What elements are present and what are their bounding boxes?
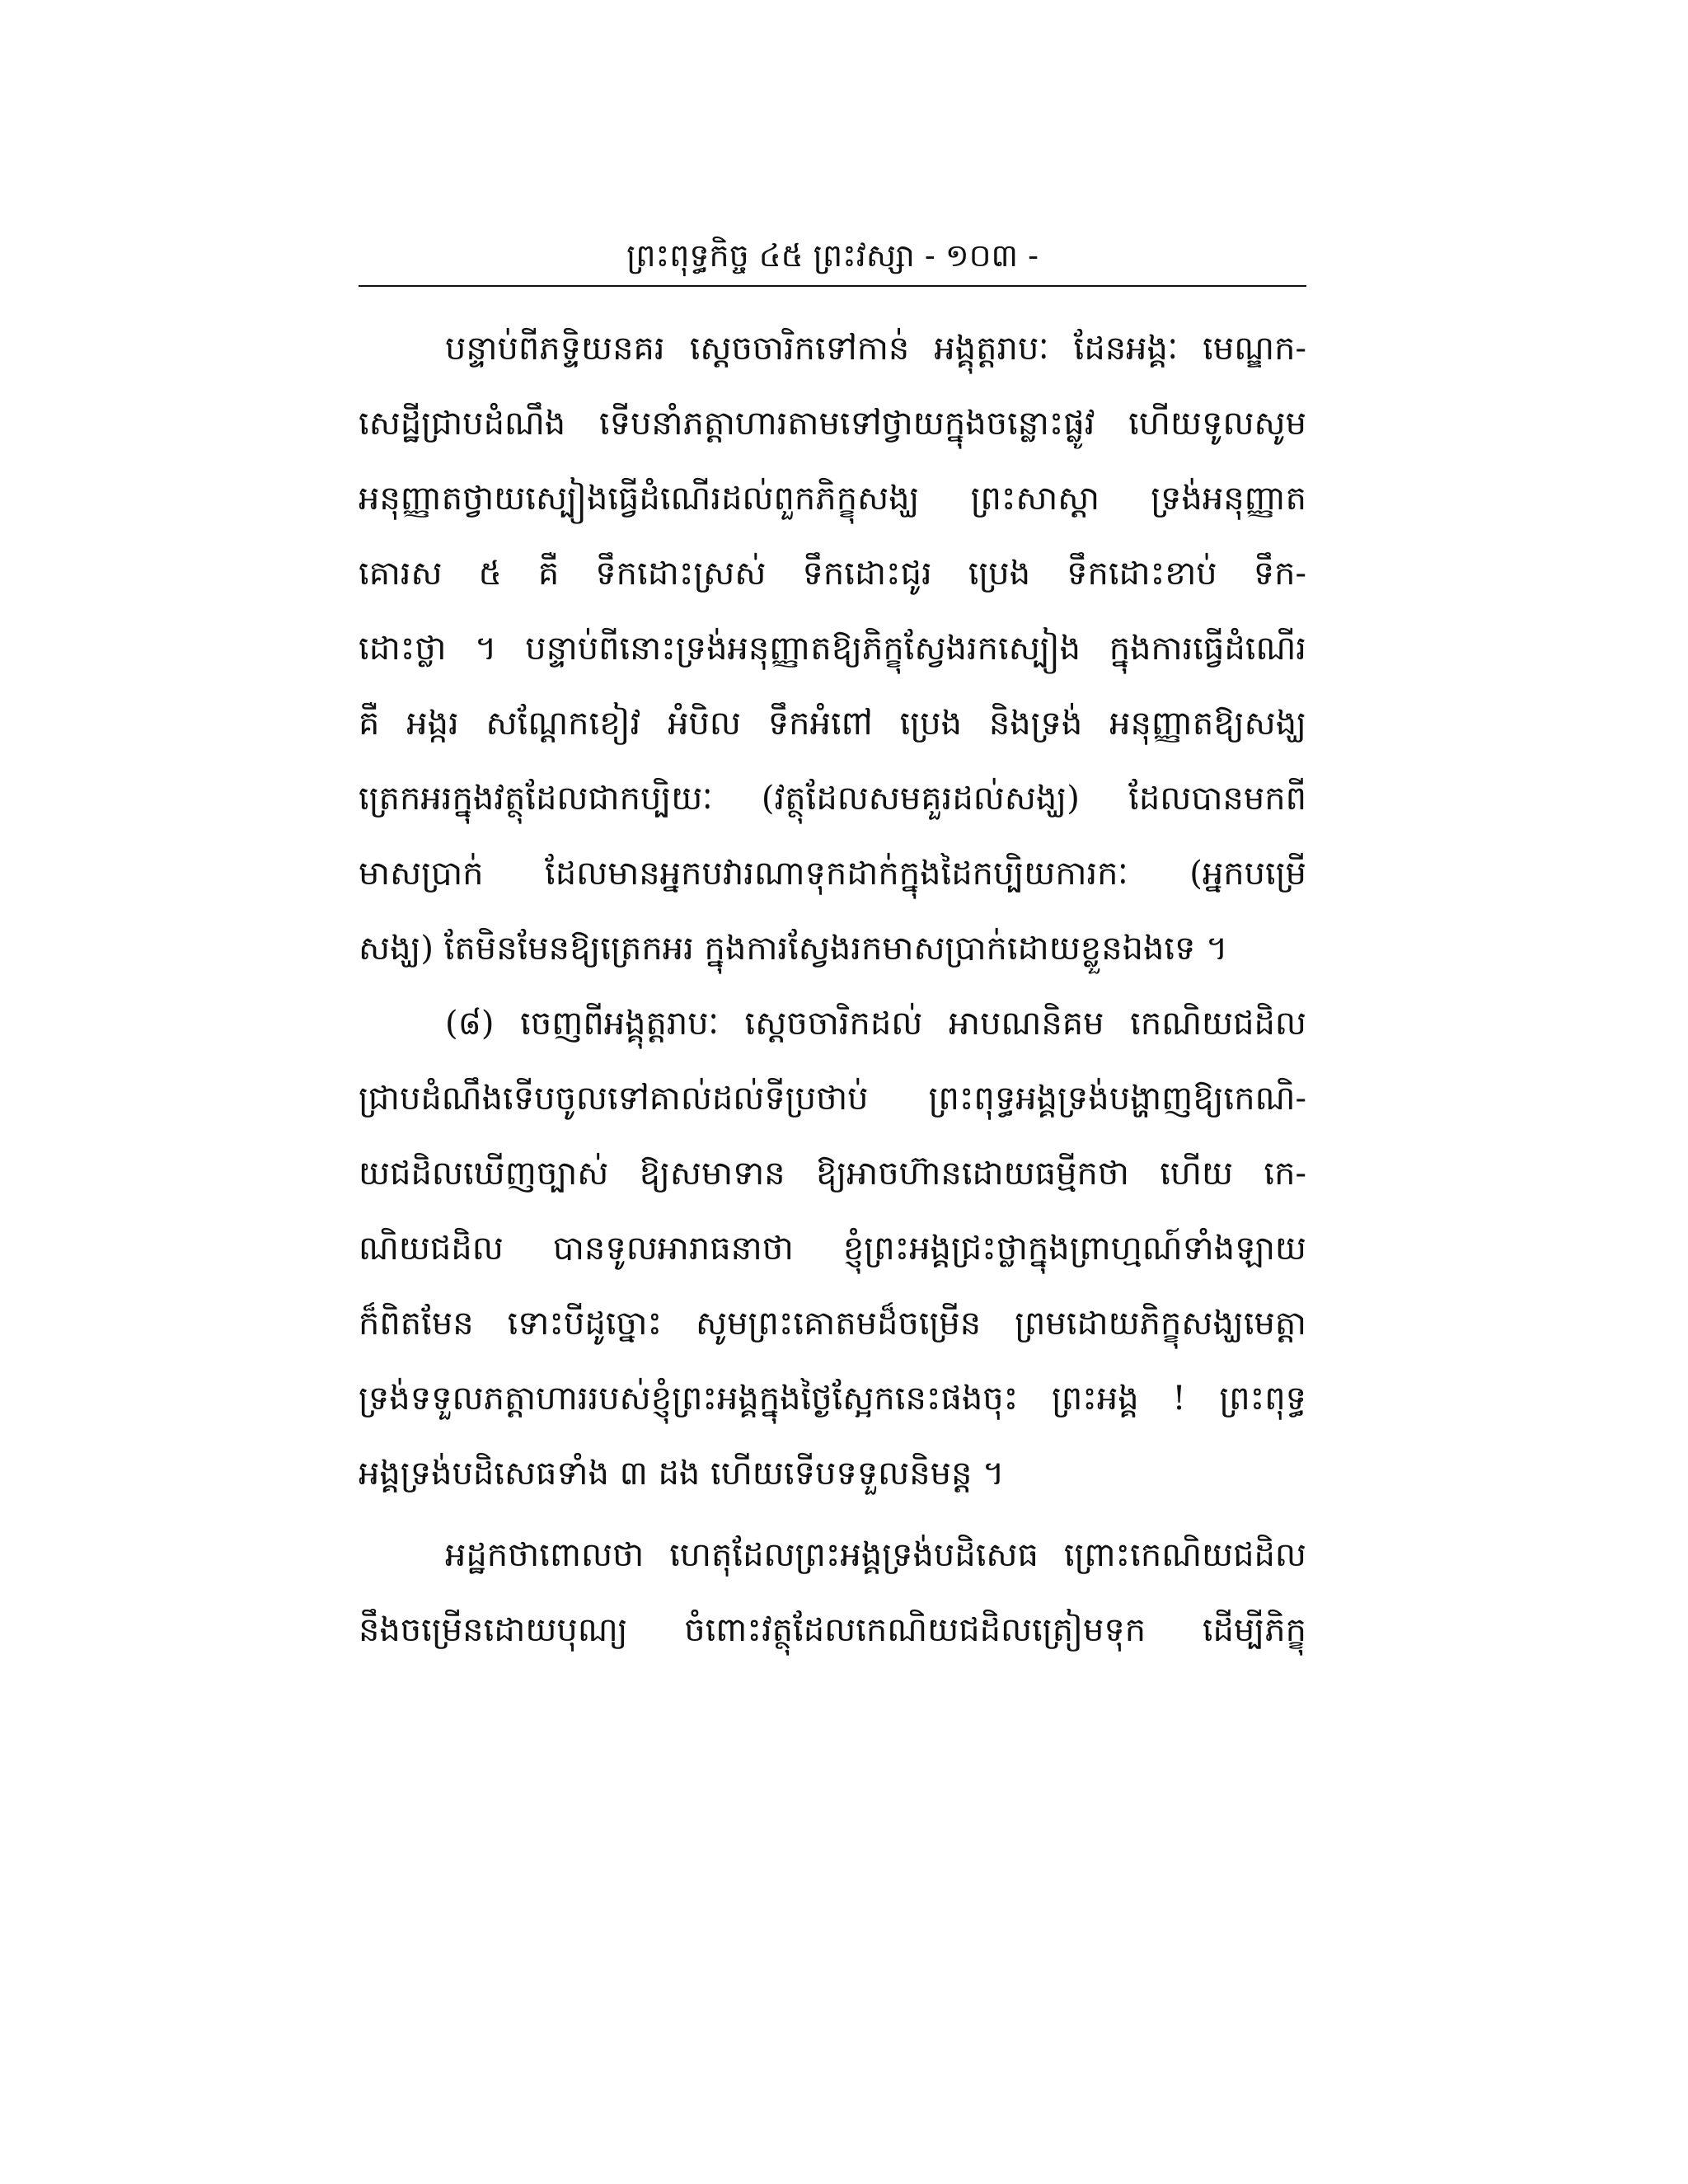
text-line: សេដ្ឋីជ្រាបដំណឹង ទើបនាំភត្តាហារតាមទៅថ្វាយក្នុងចន្លោះផ្លូវ ហើយទូលសូម [359,405,1306,443]
text-line: បន្ទាប់ពីភទ្ទិយនគរ ស្តេចចារិកទៅកាន់ អង្គុត្តរាបៈ ដែនអង្គៈ មេណ្ឌក- [445,330,1306,368]
text-line: នឹងចម្រើនដោយបុណ្យ ចំពោះវត្ថុដែលកេណិយជដិលត្រៀមទុក ដើម្បីភិក្ខុ [359,1611,1306,1649]
text-line: អង្គទ្រង់បដិសេធទាំង ៣ ដង ហើយទើបទទួលនិមន្ត ។ [359,1455,1005,1493]
text-line: ត្រេកអរក្នុងវត្ថុដែលជាកប្បិយៈ (វត្ថុដែលសមគួរដល់សង្ឃ) ដែលបានមកពី [359,780,1306,818]
text-line: ជ្រាបដំណឹងទើបចូលទៅគាល់ដល់ទីប្រថាប់ ព្រះពុទ្ធអង្គទ្រង់បង្ហាញឱ្យកេណិ- [359,1080,1306,1118]
text-line: អដ្ឋកថាពោលថា ហេតុដែលព្រះអង្គទ្រង់បដិសេធ ព្រោះកេណិយជដិល [445,1536,1306,1574]
running-header: ព្រះពុទ្ធកិច្ច ៤៥ ព្រះវស្សា - ១០៣ - [626,237,1039,274]
text-line: យជដិលឃើញច្បាស់ ឱ្យសមាទាន ឱ្យអាចហ៊ានដោយធម្មីកថា ហើយ កេ- [359,1155,1306,1193]
text-line: ក៏ពិតមែន ទោះបីដូច្នោះ សូមព្រះគោតមដ៏ចម្រើន ព្រមដោយភិក្ខុសង្ឃមេត្តា [359,1305,1306,1343]
text-line: ដោះថ្លា ។ បន្ទាប់ពីនោះទ្រង់អនុញ្ញាតឱ្យភិក្ខុស្វែងរកស្បៀង ក្នុងការធ្វើដំណើរ [359,630,1306,668]
text-line: អនុញ្ញាតថ្វាយស្បៀងធ្វើដំណើរដល់ពួកភិក្ខុសង្ឃ ព្រះសាស្តា ទ្រង់អនុញ្ញាត [359,480,1306,518]
text-line: មាសប្រាក់ ដែលមានអ្នកបវារណាទុកដាក់ក្នុងដៃកប្បិយការកៈ (អ្នកបម្រើ [359,855,1306,893]
text-line: គឺ អង្ករ សណ្តែកខៀវ អំបិល ទឹកអំពៅ ប្រេង និងទ្រង់ អនុញ្ញាតឱ្យសង្ឃ [359,705,1306,743]
text-line: ទ្រង់ទទួលភត្តាហាររបស់ខ្ញុំព្រះអង្គក្នុងថ្ងៃស្អែកនេះផងចុះ ព្រះអង្គ ! ព្រះពុទ្ធ [359,1380,1306,1418]
paragraph-2 [359,987,1306,1511]
body-text [359,312,1306,1668]
text-line: ណិយជដិល បានទូលអារាធនាថា ខ្ញុំព្រះអង្គជ្រះថ្លាក្នុងព្រាហ្មណ៍ទាំងឡាយ [359,1230,1306,1268]
paragraph-3 [359,1518,1306,1668]
paragraph-gap [359,1511,1306,1518]
text-line: (៨) ចេញពីអង្គុត្តរាបៈ ស្តេចចារិកដល់ អាបណនិគម កេណិយជដិល [445,1005,1306,1043]
text-line: សង្ឃ) តែមិនមែនឱ្យត្រេកអរ ក្នុងការស្វែងរកមាសប្រាក់ដោយខ្លួនឯងទេ ។ [359,930,1228,968]
header-rule [359,285,1306,287]
text-line: គោរស ៥ គឺ ទឹកដោះស្រស់ ទឹកដោះជូរ ប្រេង ទឹកដោះខាប់ ទឹក- [359,555,1306,593]
paragraph-1 [359,312,1306,987]
